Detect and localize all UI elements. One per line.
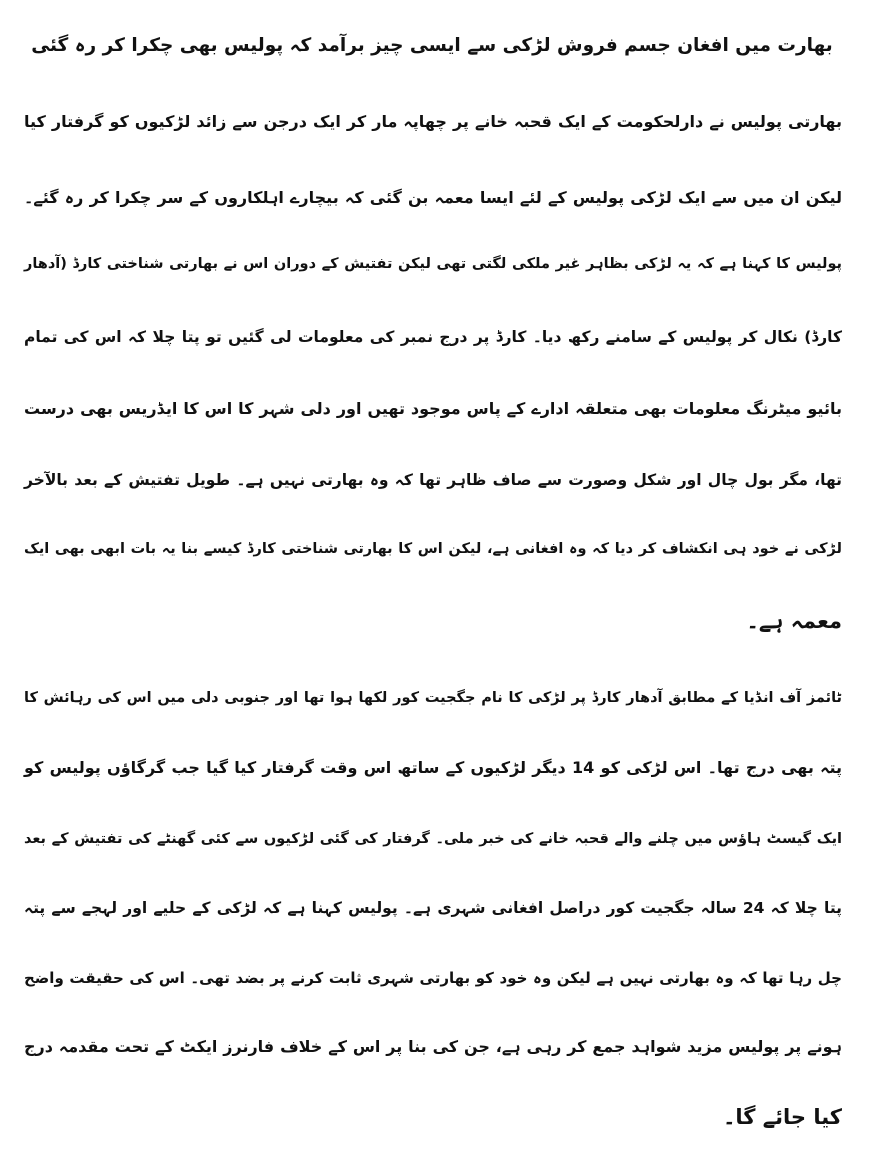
paragraph-2-line-7: کیا جائے گا۔ (723, 1105, 842, 1129)
paragraph-2-line-4: پتا چلا کہ 24 سالہ جگجیت کور دراصل افغانی شہری ہے۔ پولیس کہنا ہے کہ لڑکی کے حلیے اور لہجے سے پتہ (24, 899, 842, 917)
paragraph-2-line-5: چل رہا تھا کہ وہ بھارتی نہیں ہے لیکن وہ خود کو بھارتی شہری ثابت کرنے پر بضد تھی۔ اس کی حقیقت واضح (24, 969, 842, 987)
paragraph-1-line-6: تھا، مگر بول چال اور شکل وصورت سے صاف ظاہر تھا کہ وہ بھارتی نہیں ہے۔ طویل تفتیش کے بعد بالآخر (24, 471, 842, 489)
paragraph-1-line-2: لیکن ان میں سے ایک لڑکی پولیس کے لئے ایسا معمہ بن گئی کہ بیچارے اہلکاروں کے سر چکرا کر رہ گئے۔ (24, 188, 842, 207)
paragraph-1-line-8: معمہ ہے۔ (746, 609, 842, 633)
paragraph-2-line-3: ایک گیسٹ ہاؤس میں چلنے والے قحبہ خانے کی خبر ملی۔ گرفتار کی گئی لڑکیوں سے کئی گھنٹے کی تفتیش کے بعد (24, 831, 842, 847)
paragraph-2-line-6: ہونے پر پولیس مزید شواہد جمع کر رہی ہے، جن کی بنا پر اس کے خلاف فارنرز ایکٹ کے تحت مقدمہ درج (24, 1037, 842, 1056)
article-title: بھارت میں افغان جسم فروش لڑکی سے ایسی چیز برآمد کہ پولیس بھی چکرا کر رہ گئی (31, 35, 833, 56)
paragraph-2-line-1: ٹائمز آف انڈیا کے مطابق آدھار کارڈ پر لڑکی کا نام جگجیت کور لکھا ہوا تھا اور جنوبی دلی میں اس کی رہائش کا (24, 690, 842, 706)
paragraph-1-line-5: بائیو میٹرنگ معلومات بھی متعلقہ ادارے کے پاس موجود تھیں اور دلی شہر کا اس کا ایڈریس بھی درست (24, 399, 842, 418)
paragraph-1-line-3: پولیس کا کہنا ہے کہ یہ لڑکی بظاہر غیر ملکی لگتی تھی لیکن تفتیش کے دوران اس نے بھارتی شناختی کارڈ (آدھار (24, 256, 842, 272)
paragraph-2-line-2: پتہ بھی درج تھا۔ اس لڑکی کو 14 دیگر لڑکیوں کے ساتھ اس وقت گرفتار کیا گیا جب گرگاؤں پولیس کو (24, 758, 842, 777)
paragraph-1-line-4: کارڈ) نکال کر پولیس کے سامنے رکھ دیا۔ کارڈ پر درج نمبر کی معلومات لی گئیں تو پتا چلا کہ اس کی تمام (24, 328, 842, 346)
paragraph-1-line-7: لڑکی نے خود ہی انکشاف کر دیا کہ وہ افغانی ہے، لیکن اس کا بھارتی شناختی کارڈ کیسے بنا یہ بات ابھی بھی ایک (24, 541, 842, 557)
paragraph-1-line-1: بھارتی پولیس نے دارلحکومت کے ایک قحبہ خانے پر چھاپہ مار کر ایک درجن سے زائد لڑکیوں کو گرفتار کیا (24, 112, 842, 131)
